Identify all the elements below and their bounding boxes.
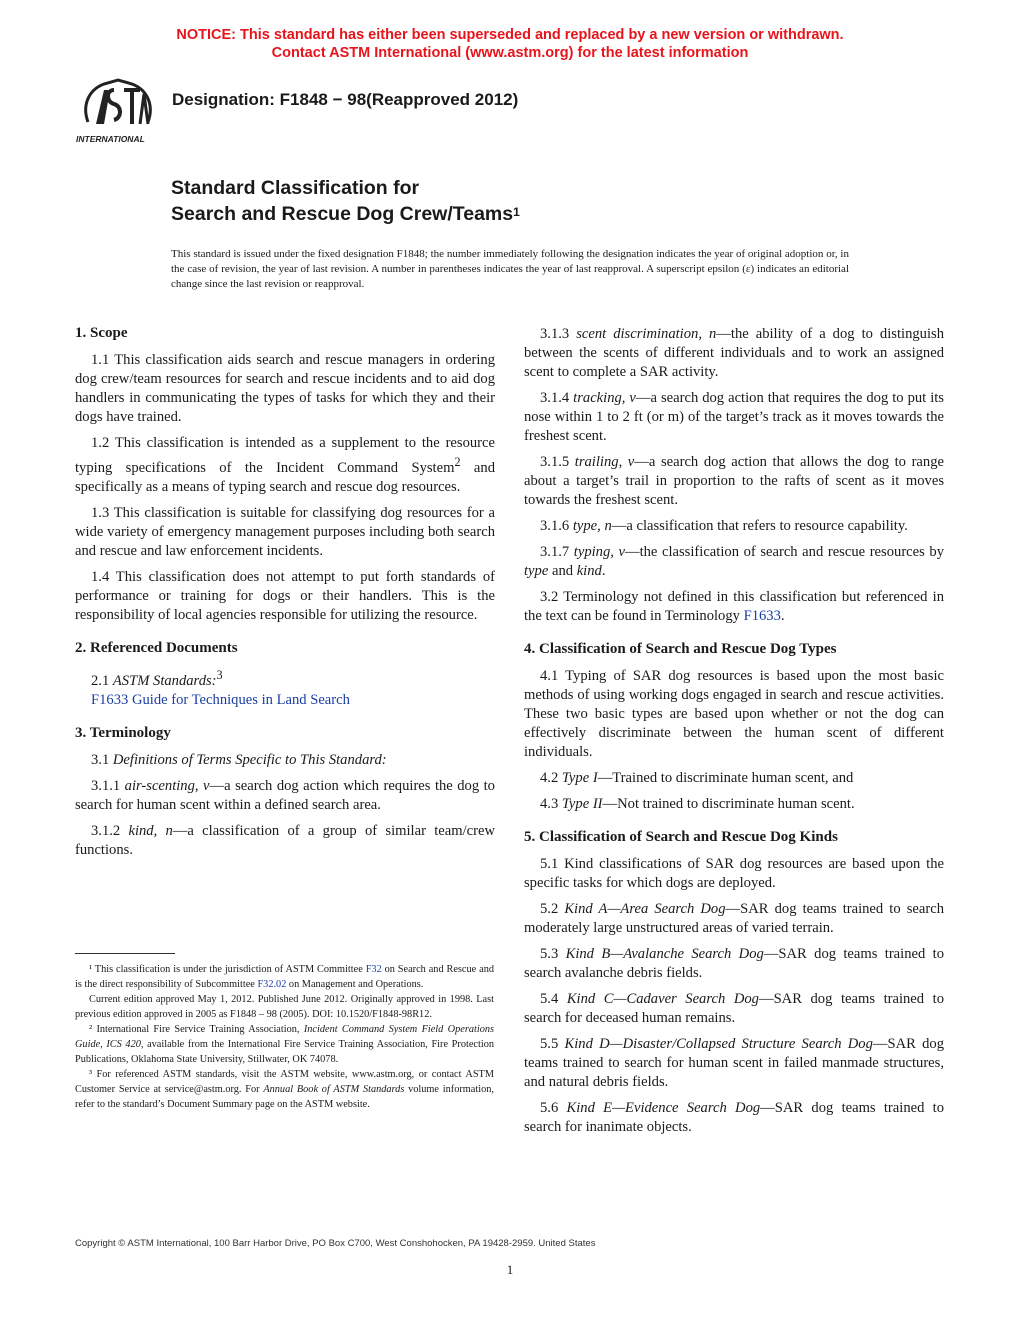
paragraph-3-1-4: 3.1.4 tracking, v—a search dog action that requires the dog to put its nose within 1 to 2 ft (or m) of the target’s track as it moves towards the freshest scent. (524, 390, 944, 444)
footnote-1: ¹ This classification is under the jurisdiction of ASTM Committee F32 on Search and Rescue and is the direct responsibility of Subcommittee F32.02 on Management and Operations. (75, 964, 494, 990)
paragraph-2-1: 2.1 ASTM Standards:$^3$ (91, 667, 223, 689)
footnote-divider (75, 953, 175, 954)
document-title (171, 175, 520, 227)
paragraph-3-1-7: 3.1.7 typing, v—the classification of search and rescue resources by type and kind. (524, 544, 944, 579)
paragraph-3-1-1: 3.1.1 air-scenting, v—a search dog action which requires the dog to search for human scent within a defined search area. (75, 777, 495, 813)
paragraph-3-1: 3.1 Definitions of Terms Specific to This Standard: (91, 751, 387, 768)
paragraph-5-2: 5.2 Kind A—Area Search Dog—SAR dog teams trained to search moderately large unstructured areas of varied terrain. (524, 901, 944, 936)
footnotes (75, 962, 494, 1112)
paragraph-1-2: 1.2 This classification is intended as a supplement to the resource typing specifications of the Incident Command System$^2$ and specifically as a means of typing search and rescue dog resources. (75, 435, 495, 495)
terminology-link-f1633[interactable]: F1633 (743, 608, 781, 624)
title-footnote-ref[interactable]: 1 (513, 205, 520, 219)
paragraph-1-4: 1.4 This classification does not attempt to put forth standards of performance or training for dogs or their handlers. This is the responsibility of local agencies responsible for utilizing the resource. (75, 568, 495, 623)
copyright: Copyright © ASTM International, 100 Barr Harbor Drive, PO Box C700, West Conshohocken, PA 19428-2959. United States (75, 1238, 596, 1249)
paragraph-5-6: 5.6 Kind E—Evidence Search Dog—SAR dog teams trained to search for inanimate objects. (524, 1100, 945, 1135)
paragraph-4-2: 4.2 Type I—Trained to discriminate human scent, and (540, 770, 854, 786)
paragraph-3-1-2: 3.1.2 kind, n—a classification of a group of similar team/crew functions. (75, 822, 495, 858)
title-line-2: Search and Rescue Dog Crew/Teams$^1$ (171, 203, 520, 225)
section-heading-dog-kinds: 5. Classification of Search and Rescue Dog Kinds (524, 829, 838, 845)
paragraph-3-1-6: 3.1.6 type, n—a classification that refers to resource capability. (540, 518, 908, 534)
subcommittee-link-f32-02[interactable]: F32.02 (257, 979, 287, 990)
astm-logo-mark (74, 76, 162, 146)
reference-f1633 (75, 691, 495, 710)
reference-link-f1633[interactable]: F1633 Guide for Techniques in Land Search (91, 691, 350, 708)
paragraph-5-5: 5.5 Kind D—Disaster/Collapsed Structure Search Dog—SAR dog teams trained to search for human scent in failed manmade structures, and natural debris fields. (524, 1036, 944, 1090)
footnote-3: ³ For referenced ASTM standards, visit the ASTM website, www.astm.org, or contact ASTM Customer Service at service@astm.org. For Annual Book of ASTM Standards volume information, refer to the standard’s Document Summary page on the ASTM website. (75, 1069, 494, 1110)
notice-line-1: NOTICE: This standard has either been superseded and replaced by a new version or withdrawn. (176, 27, 844, 43)
paragraph-5-3: 5.3 Kind B—Avalanche Search Dog—SAR dog teams trained to search avalanche debris fields. (524, 946, 944, 981)
right-column (524, 325, 944, 1144)
section-heading-referenced-documents: 2. Referenced Documents (75, 639, 238, 656)
paragraph-1-3: 1.3 This classification is suitable for classifying dog resources for a wide variety of emergency management purposes including both search and rescue and law enforcement incidents. (75, 504, 495, 559)
footnote-1-edition: Current edition approved May 1, 2012. Published June 2012. Originally approved in 1998. Last previous edition approved in 2005 as F1848 – 98 (2005). DOI: 10.1520/F1848-98R12. (75, 994, 494, 1020)
page-number: 1 (506, 1262, 514, 1277)
paragraph-5-1: 5.1 Kind classifications of SAR dog resources are based upon the specific tasks for which dogs are deployed. (524, 856, 944, 891)
astm-logo (74, 76, 162, 146)
paragraph-3-2: 3.2 Terminology not defined in this classification but referenced in the text can be found in Terminology F1633. (524, 589, 944, 624)
paragraph-3-1-5: 3.1.5 trailing, v—a search dog action that allows the dog to range about a target’s trail in proportion to the rafts of scent as it moves towards the freshest scent. (524, 454, 944, 508)
logo-text: INTERNATIONAL (76, 134, 145, 144)
title-line-1: Standard Classification for (171, 177, 420, 199)
notice-line-2: Contact ASTM International (www.astm.org) for the latest information (271, 45, 749, 61)
footnote-ref-3[interactable]: 3 (216, 667, 223, 682)
committee-link-f32[interactable]: F32 (365, 964, 382, 975)
footnote-ref-2[interactable]: 2 (454, 455, 461, 469)
section-heading-terminology: 3. Terminology (75, 724, 171, 741)
paragraph-3-1-3: 3.1.3 scent discrimination, n—the ability of a dog to distinguish between the scents of different individuals and to work an assigned scent to complete a SAR activity. (524, 326, 944, 380)
designation: Designation: F1848 − 98(Reapproved 2012) (172, 90, 519, 109)
footnote-2: ² International Fire Service Training Association, Incident Command System Field Operations Guide, ICS 420, available from the International Fire Service Training Association, Fire Protection Publications, Oklahoma State University, Stillwater, OK 74078. (75, 1024, 495, 1065)
section-heading-scope: 1. Scope (75, 325, 128, 341)
issued-note: This standard is issued under the fixed designation F1848; the number immediately following the designation indicates the year of original adoption or, in the case of revision, the year of last revision. A number in parentheses indicates the year of last reapproval. A superscript epsilon (ε) indicates an editorial change since the last revision or reapproval. (171, 248, 849, 290)
withdrawal-notice (0, 26, 1020, 62)
section-heading-dog-types: 4. Classification of Search and Rescue Dog Types (524, 641, 837, 657)
paragraph-5-4: 5.4 Kind C—Cadaver Search Dog—SAR dog teams trained to search for deceased human remains. (524, 991, 944, 1026)
left-column (75, 324, 495, 867)
paragraph-4-1: 4.1 Typing of SAR dog resources is based upon the most basic methods of using working dogs engaged in search and rescue activities. These two basic types are based upon whether or not the dog can effectively discriminate between the human scent of different individuals. (524, 668, 944, 760)
paragraph-4-3: 4.3 Type II—Not trained to discriminate human scent. (540, 796, 855, 812)
paragraph-1-1: 1.1 This classification aids search and rescue managers in ordering dog crew/team resources for search and rescue incidents and to aid dog handlers in communicating the types of tasks for which they and their dogs have trained. (75, 352, 495, 425)
